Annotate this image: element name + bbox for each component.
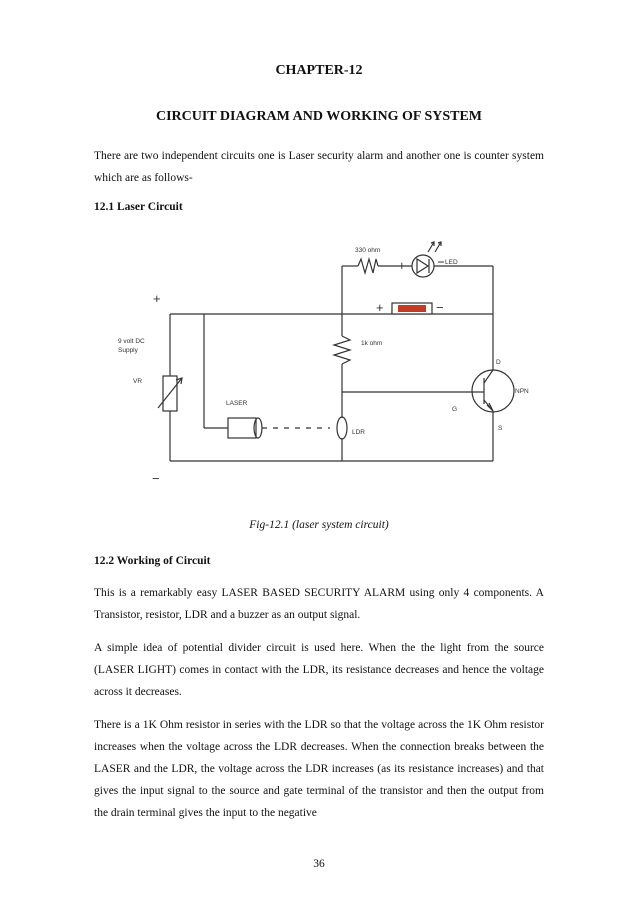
label-source: S [498,425,503,432]
label-buzzer-minus: − [436,300,444,315]
section-heading-laser-circuit: 12.1 Laser Circuit [94,201,183,213]
resistor-1k-ohm [334,336,350,364]
npn-transistor [472,370,514,412]
paragraph-3: There is a 1K Ohm resistor in series with the LDR so that the voltage across the 1K Ohm resistor increases when the voltage across the LDR decreases. When the connection breaks between the LASER and the LDR, the voltage across the LDR increases (as its resistance increases) and that gives the input signal to the source and gate terminal of the transistor and then the output from the drain terminal gives the input to the negative [94,719,544,819]
paragraph-2: A simple idea of potential divider circuit is used here. When the the light from the source (LASER LIGHT) comes in contact with the LDR, its resistance decreases and hence the voltage across it decreases. [94,642,544,698]
label-supply-2: Supply [118,347,138,354]
buzzer [392,303,432,314]
section-heading-working: 12.2 Working of Circuit [94,555,211,567]
label-gate: G [452,406,458,413]
label-vr: VR [133,378,143,385]
page-title: CIRCUIT DIAGRAM AND WORKING OF SYSTEM [155,109,483,124]
label-drain: D [496,359,501,366]
intro-paragraph: There are two independent circuits one is Laser security alarm and another one is counter system which are as follows- [94,150,544,184]
label-330-ohm: 330 ohm [355,247,381,254]
chapter-title: CHAPTER-12 [275,63,363,78]
label-supply: 9 volt DC [118,338,145,345]
label-buzzer-plus: + [376,300,384,315]
label-ldr: LDR [352,429,366,436]
label-led: LED [445,259,458,266]
laser-module [228,418,330,438]
resistor-330-ohm [358,259,378,273]
page-number: 36 [313,858,325,870]
figure-caption: Fig-12.1 (laser system circuit) [249,519,389,531]
label-npn: NPN [515,388,529,395]
label-laser: LASER [226,400,248,407]
label-1k-ohm: 1k ohm [361,340,383,347]
ldr-sensor [337,417,347,439]
variable-resistor [158,376,182,411]
label-led-plus: + [398,258,406,273]
label-plus-top: + [153,291,161,306]
paragraph-1: This is a remarkably easy LASER BASED SECURITY ALARM using only 4 components. A Transistor, resistor, LDR and a buzzer as an output signal. [94,587,544,621]
led-icon [412,242,441,277]
label-minus-bottom: − [152,471,160,486]
